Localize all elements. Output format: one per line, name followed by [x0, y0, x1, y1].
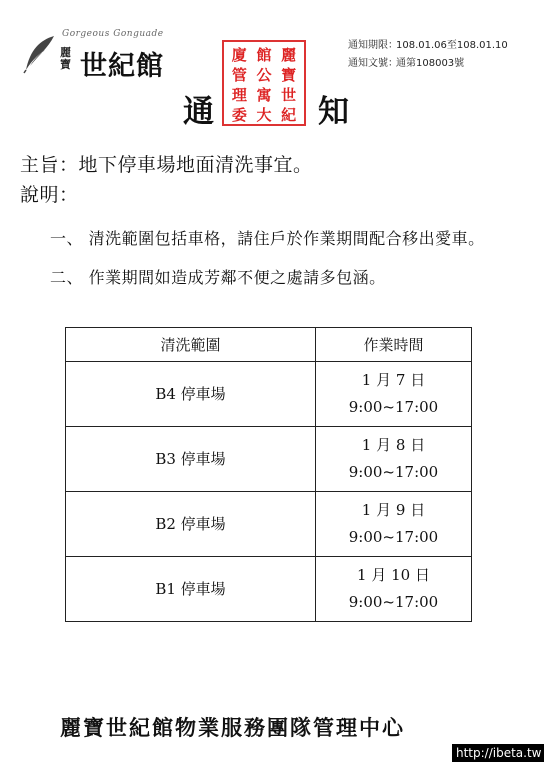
cell-area: B2 停車場: [66, 492, 316, 557]
cell-date: 1 月 7 日: [361, 371, 426, 389]
seal-char: 世: [281, 86, 297, 104]
title-char-right: 知: [318, 94, 349, 130]
feather-logo-icon: [22, 34, 58, 74]
seal-char: 紀: [281, 106, 297, 124]
explanation-label: 說明：: [20, 184, 79, 206]
cell-time: [316, 427, 472, 492]
cell-hours: 9:00~17:00: [348, 463, 439, 481]
logo-small-text: 麗寶: [60, 46, 71, 71]
header-time: 作業時間: [316, 328, 472, 362]
cell-area: B1 停車場: [66, 557, 316, 622]
seal-char: 寓: [256, 86, 272, 104]
seal-char: 館: [256, 46, 272, 64]
seal-char: 管: [231, 66, 247, 84]
notice-period-label: 通知期限：: [348, 40, 398, 51]
explanation-item: 一、 清洗範圍包括車格，請住戶於作業期間配合移出愛車。: [50, 229, 485, 248]
cell-hours: 9:00~17:00: [348, 398, 439, 416]
table-row: [66, 427, 472, 492]
watermark-url: http://ibeta.tw: [452, 744, 544, 762]
subject-line: 主旨：地下停車場地面清洗事宜。: [20, 154, 313, 176]
seal-char: 理: [231, 86, 247, 104]
seal-char: 委: [231, 106, 247, 124]
cell-date: 1 月 8 日: [361, 436, 426, 454]
footer-organization: 麗寶世紀館物業服務團隊管理中心: [60, 715, 405, 740]
explanation-item: 二、 作業期間如造成芳鄰不便之處請多包涵。: [50, 268, 386, 287]
cell-area: B4 停車場: [66, 362, 316, 427]
notice-number-label: 通知文號：: [348, 58, 398, 69]
cell-hours: 9:00~17:00: [348, 528, 439, 546]
seal-char: 麗: [281, 46, 297, 64]
cell-time: [316, 362, 472, 427]
notice-number-value: 通第108003號: [396, 58, 465, 69]
seal-char: 廈: [231, 46, 247, 64]
table-row: [66, 557, 472, 622]
cell-time: [316, 492, 472, 557]
table-row: [66, 362, 472, 427]
table-row: [66, 492, 472, 557]
table-header-row: [66, 328, 472, 362]
notice-period-value: 108.01.06至108.01.10: [396, 40, 508, 51]
cell-hours: 9:00~17:00: [348, 593, 439, 611]
logo-name: 世紀館: [80, 51, 164, 82]
cell-date: 1 月 9 日: [361, 501, 426, 519]
cell-time: [316, 557, 472, 622]
logo-script-text: Gorgeous Gonguade: [62, 29, 164, 39]
title-char-left: 通: [183, 94, 214, 130]
official-seal: [222, 40, 306, 126]
cell-date: 1 月 10 日: [357, 566, 430, 584]
schedule-table: [65, 327, 472, 622]
seal-char: 大: [256, 106, 272, 124]
seal-char: 公: [256, 66, 272, 84]
cell-area: B3 停車場: [66, 427, 316, 492]
seal-char: 寶: [281, 66, 297, 84]
header-area: 清洗範圍: [66, 328, 316, 362]
